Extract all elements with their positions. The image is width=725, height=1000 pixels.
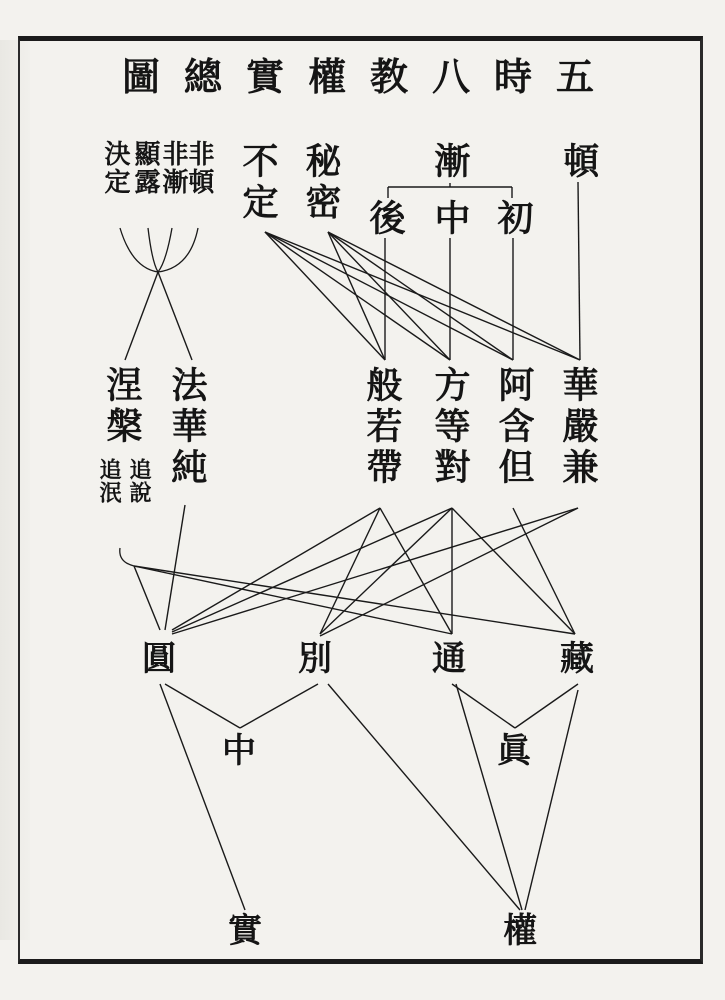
fahua-to-yuan: [165, 505, 185, 630]
node-zhuimin: 追泯: [96, 458, 122, 504]
yuan-to-shi: [160, 684, 245, 910]
node-buding: 不定: [237, 142, 279, 224]
zang-to-quan: [525, 690, 578, 910]
banruo-to-bie: [320, 508, 380, 634]
zang-to-zhen: [515, 684, 578, 728]
huayan-to-bie: [320, 508, 578, 636]
node-quan: 權: [503, 911, 543, 951]
mimi-to-fangdeng: [328, 232, 450, 360]
junction-to-fahua: [158, 272, 192, 360]
node-zhong-jian: 中: [429, 199, 471, 240]
node-bie: 別: [298, 639, 338, 679]
node-xianlu: 顯露: [130, 140, 160, 196]
node-hou: 後: [364, 199, 406, 240]
node-fangdeng: 方等對: [429, 366, 471, 489]
node-zhuishuo: 追說: [126, 458, 152, 504]
title-char-5: 權: [308, 54, 361, 99]
tong-to-zhen: [452, 684, 515, 728]
fangdeng-to-zang: [452, 508, 575, 634]
ahan-to-zang: [513, 508, 575, 634]
node-niepan: 涅槃: [101, 366, 143, 448]
yuan-to-zhong: [165, 684, 240, 728]
node-zhen: 眞: [497, 731, 537, 771]
fan-curve-2: [148, 228, 158, 272]
zhui-hook: [120, 548, 134, 566]
node-feidun: 非頓: [184, 140, 214, 196]
title-char-7: 總: [184, 54, 237, 99]
node-tong: 通: [432, 639, 472, 679]
fan-curve-4: [158, 228, 198, 272]
title-char-6: 實: [246, 54, 299, 99]
node-jueding: 決定: [100, 140, 130, 196]
node-jian: 漸: [429, 142, 471, 183]
node-yuan: 圓: [142, 639, 182, 679]
title-char-1: 五: [556, 54, 609, 99]
title-char-8: 圖: [122, 54, 175, 99]
title-char-3: 八: [432, 54, 485, 99]
title-char-4: 教: [370, 54, 423, 99]
bie-to-quan: [328, 684, 520, 910]
zhui-to-yuan: [134, 566, 160, 630]
node-huayan: 華嚴兼: [557, 366, 599, 489]
mimi-to-huayan: [328, 232, 580, 360]
fangdeng-to-yuan: [172, 508, 452, 632]
node-zhong-bottom: 中: [222, 731, 262, 771]
node-ahan: 阿含但: [493, 366, 535, 489]
node-fahua: 法華純: [166, 366, 208, 489]
node-chu: 初: [492, 199, 534, 240]
node-dun: 頓: [558, 142, 600, 183]
title-char-2: 時: [494, 54, 547, 99]
huayan-to-yuan: [172, 508, 578, 634]
node-mimi: 秘密: [300, 142, 342, 224]
node-shi: 實: [228, 911, 268, 951]
banruo-to-tong: [380, 508, 452, 634]
tong-to-quan: [456, 684, 522, 910]
node-banruo: 般若帶: [361, 366, 403, 489]
fan-curve-3: [158, 228, 172, 272]
bie-to-zhong: [240, 684, 318, 728]
fan-curve-1: [120, 228, 158, 272]
fangdeng-to-bie: [320, 508, 452, 634]
node-zang: 藏: [560, 639, 600, 679]
node-feijian: 非漸: [158, 140, 188, 196]
zhui-to-zang: [134, 566, 575, 634]
junction-to-niepan: [125, 272, 158, 360]
dun-to-huayan: [578, 182, 580, 360]
